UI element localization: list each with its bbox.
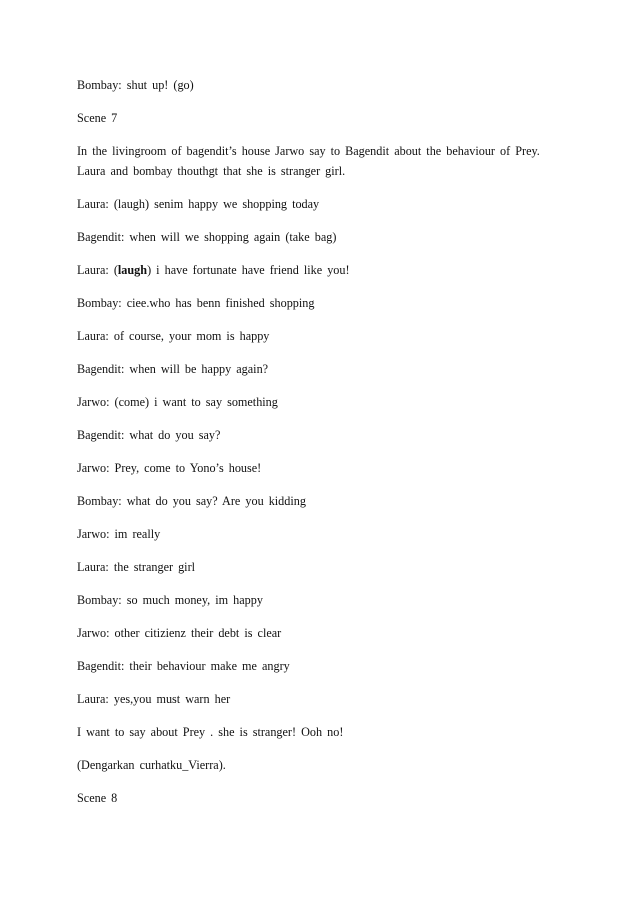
dialogue-line: Laura: (laugh) senim happy we shopping today: [77, 197, 320, 211]
dialogue-line: Jarwo: im really: [77, 527, 161, 541]
stage-direction: In the livingroom of bagendit’s house Jarwo say to Bagendit about the behaviour of Prey.: [77, 144, 540, 158]
dialogue-bold-text: laugh: [117, 263, 148, 277]
dialogue-line: Bagendit: when will be happy again?: [77, 362, 269, 376]
dialogue-line: Jarwo: Prey, come to Yono’s house!: [77, 461, 262, 475]
dialogue-line: Laura: of course, your mom is happy: [77, 329, 270, 343]
scene-heading: Scene 8: [77, 791, 118, 805]
dialogue-line: Bagendit: when will we shopping again (take bag): [77, 230, 337, 244]
dialogue-line: Bombay: ciee.who has benn finished shopping: [77, 296, 315, 310]
dialogue-text: ) i have fortunate have friend like you!: [147, 263, 350, 277]
dialogue-line: I want to say about Prey . she is stranger! Ooh no!: [77, 725, 344, 739]
dialogue-line: Bombay: shut up! (go): [77, 78, 194, 92]
dialogue-line: Laura: the stranger girl: [77, 560, 196, 574]
stage-direction: Laura and bombay thouthgt that she is stranger girl.: [77, 164, 346, 178]
dialogue-line: Bombay: so much money, im happy: [77, 593, 263, 607]
dialogue-line: [77, 263, 557, 278]
script-text: [77, 78, 557, 806]
dialogue-line: Jarwo: other citizienz their debt is clear: [77, 626, 282, 640]
scene-heading: Scene 7: [77, 111, 118, 125]
dialogue-line: Bombay: what do you say? Are you kidding: [77, 494, 306, 508]
dialogue-line: Laura: yes,you must warn her: [77, 692, 231, 706]
dialogue-line: Bagendit: their behaviour make me angry: [77, 659, 290, 673]
dialogue-text: Laura: (: [77, 263, 118, 277]
dialogue-line: Jarwo: (come) i want to say something: [77, 395, 278, 409]
dialogue-line: (Dengarkan curhatku_Vierra).: [77, 758, 226, 772]
dialogue-line: Bagendit: what do you say?: [77, 428, 221, 442]
